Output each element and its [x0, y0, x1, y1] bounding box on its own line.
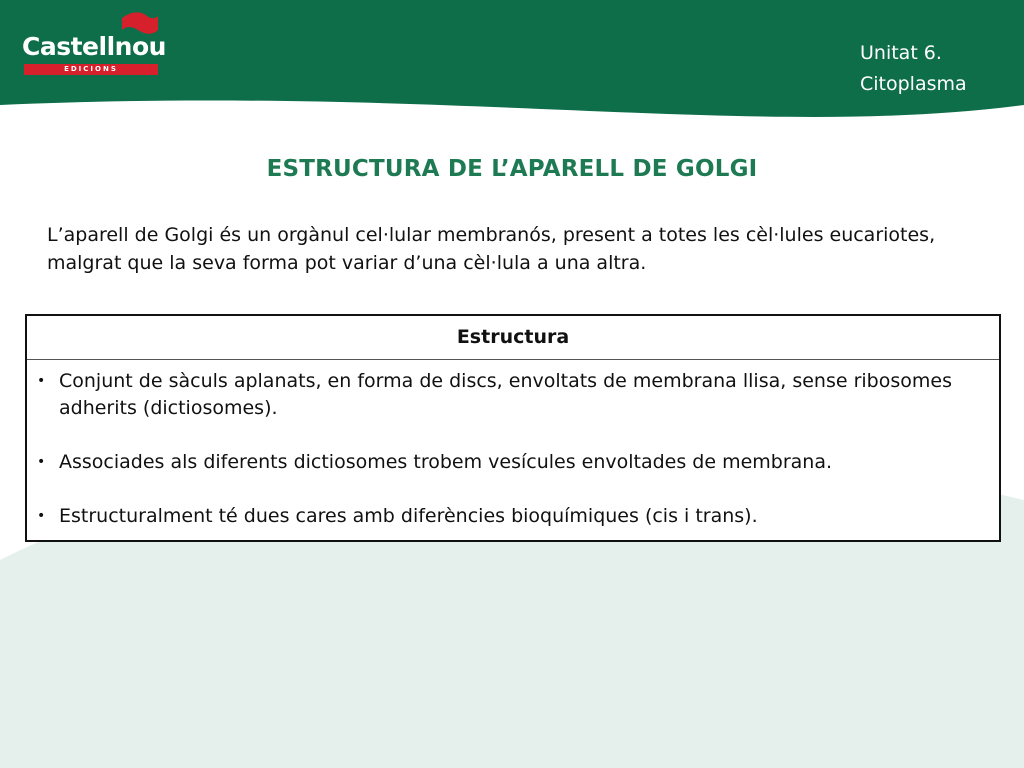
list-item — [35, 449, 983, 476]
list-item — [35, 368, 983, 422]
list-item-text: Associades als diferents dictiosomes trobem vesícules envoltades de membrana. — [59, 451, 833, 473]
bullet-icon: • — [37, 373, 46, 389]
list-item-text: Estructuralment té dues cares amb diferències bioquímiques (cis i trans). — [59, 505, 758, 527]
bullet-icon: • — [37, 508, 46, 524]
intro-paragraph: L’aparell de Golgi és un orgànul cel·lular membranós, present a totes les cèl·lules eucariotes, malgrat que la seva forma pot variar d’una cèl·lula a una altra. — [47, 224, 936, 274]
page-title: ESTRUCTURA DE L’APARELL DE GOLGI — [266, 156, 758, 182]
unit-heading — [800, 38, 1000, 100]
unit-number: Unitat 6. — [860, 42, 942, 64]
list-item — [35, 503, 983, 530]
table-body — [27, 360, 999, 530]
bullet-icon: • — [37, 454, 46, 470]
list-item-text: Conjunt de sàculs aplanats, en forma de discs, envoltats de membrana llisa, sense ribosomes adherits (dictiosomes). — [59, 370, 952, 419]
table-header: Estructura — [27, 316, 999, 360]
unit-topic: Citoplasma — [860, 73, 967, 95]
logo-wordmark: Castellnou — [22, 32, 166, 61]
structure-table — [25, 314, 1001, 542]
logo-tagline: EDICIONS — [24, 64, 158, 75]
castellnou-logo — [22, 10, 166, 80]
